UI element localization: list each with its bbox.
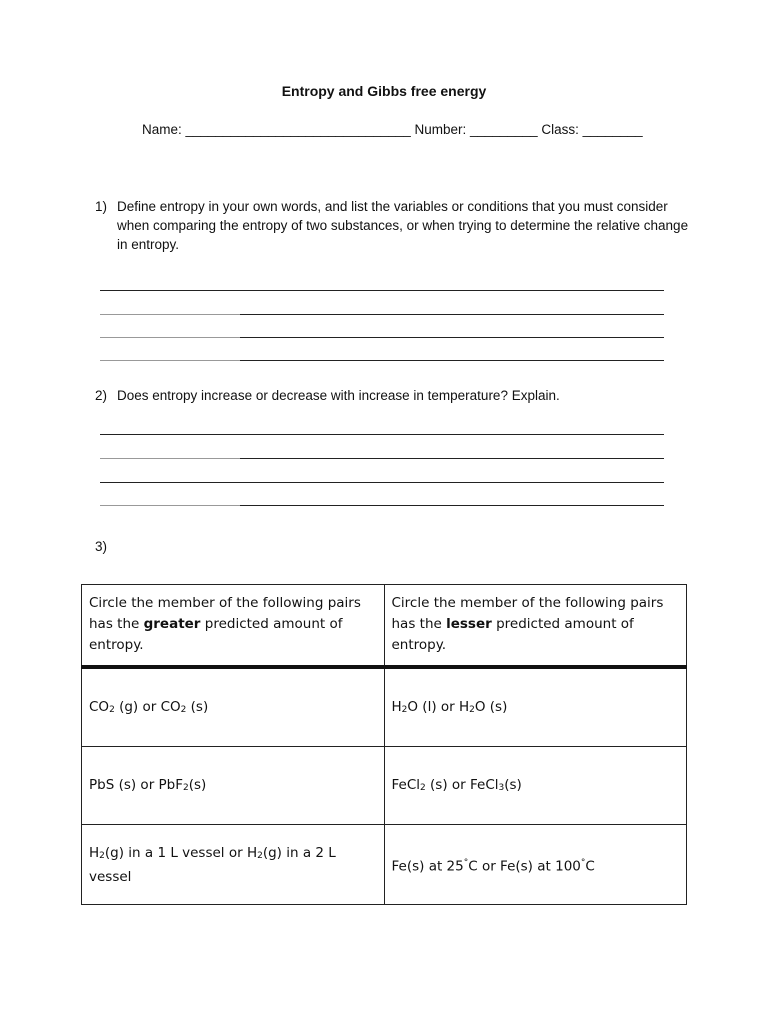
header-text: predicted amount of entropy. (391, 616, 634, 653)
answer-line[interactable] (100, 458, 664, 459)
answer-line[interactable] (100, 360, 664, 361)
subscript: 3 (498, 782, 505, 793)
subscript: 2 (257, 851, 263, 861)
header-lesser (384, 585, 687, 668)
pair-text: (s) or FeCl (425, 776, 499, 793)
pair-cell-greater[interactable] (82, 825, 385, 905)
pair-text: (g) in a 1 L vessel or H (104, 845, 258, 861)
subscript: 2 (180, 704, 187, 715)
pair-text: (s) (188, 776, 207, 793)
question-number: 2) (95, 388, 108, 403)
pair-text: O (s) (474, 698, 508, 715)
pair-text: (g) or CO (114, 698, 181, 715)
pair-cell-lesser[interactable] (384, 667, 687, 747)
pair-text: PbS (s) or PbF (89, 776, 184, 793)
answer-line[interactable] (100, 434, 664, 435)
worksheet-title: Entropy and Gibbs free energy (281, 83, 487, 99)
pair-cell-greater[interactable] (82, 747, 385, 825)
header-greater (82, 585, 385, 668)
header-emphasis: greater (143, 616, 201, 632)
pair-text: (s) (186, 698, 209, 715)
degree-symbol: ° (463, 858, 469, 869)
header-text: Circle the member of the following pairs has the (391, 595, 664, 632)
answer-line[interactable] (100, 337, 664, 338)
pair-text: Fe(s) at 25 (391, 858, 464, 875)
pair-text: H (89, 845, 100, 861)
entropy-pairs-table (81, 584, 687, 905)
pair-text: (g) in a 2 L vessel (89, 845, 336, 885)
pair-text: C or Fe(s) at 100 (468, 858, 581, 875)
pair-cell-greater[interactable] (82, 667, 385, 747)
header-text: Circle the member of the following pairs has the (89, 595, 361, 632)
table-header-row (82, 585, 687, 668)
subscript: 2 (109, 704, 115, 715)
question-text: Define entropy in your own words, and list the variables or conditions that you must consider when comparing the entropy of two substances, or when trying to determine the relative change in entropy. (117, 199, 689, 252)
pair-text: (s) (504, 776, 522, 793)
pair-cell-lesser[interactable] (384, 747, 687, 825)
answer-line[interactable] (100, 505, 664, 506)
subscript: 2 (401, 704, 408, 715)
pair-text: O (l) or H (407, 698, 470, 715)
pair-text: C (585, 858, 595, 875)
subscript: 2 (420, 782, 426, 793)
pair-text: H (391, 698, 402, 715)
question-3-number: 3) (95, 539, 108, 554)
pair-text: CO (89, 698, 110, 715)
degree-symbol: ° (580, 858, 586, 869)
pair-cell-lesser[interactable] (384, 825, 687, 905)
subscript: 2 (183, 782, 189, 793)
table-row (82, 825, 687, 905)
answer-line[interactable] (100, 482, 664, 483)
answer-line[interactable] (100, 314, 664, 315)
question-text: Does entropy increase or decrease with increase in temperature? Explain. (117, 388, 560, 403)
pair-text: FeCl (391, 776, 421, 793)
header-emphasis: lesser (446, 616, 492, 632)
subscript: 2 (469, 704, 475, 715)
header-text: predicted amount of entropy. (89, 616, 343, 653)
question-number: 1) (95, 199, 108, 214)
answer-line[interactable] (100, 290, 664, 291)
table-row (82, 667, 687, 747)
student-info-line: Name: ______________________________ Number: _________ Class: ________ (142, 122, 643, 137)
table-row (82, 747, 687, 825)
subscript: 2 (99, 851, 105, 861)
